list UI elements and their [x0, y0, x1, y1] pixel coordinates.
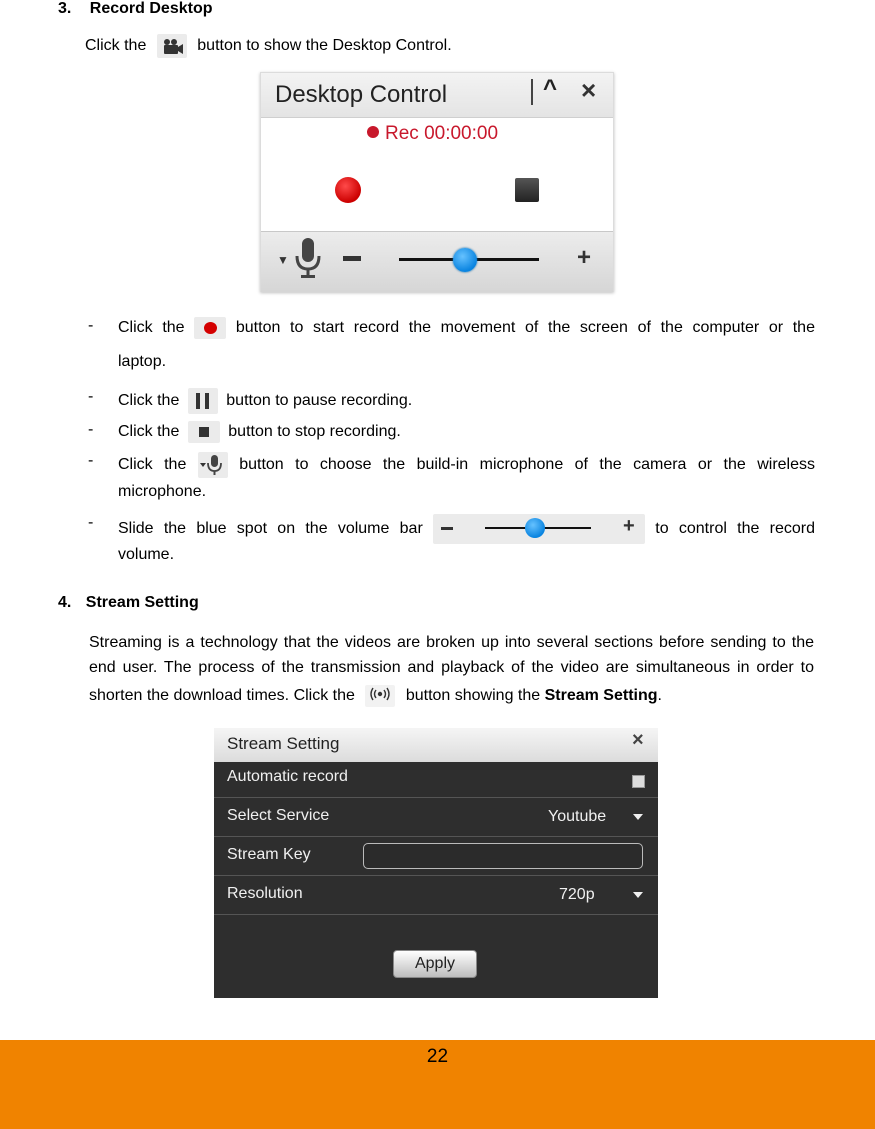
rec-time: 00:00:00	[424, 123, 499, 144]
collapse-icon[interactable]: ^	[543, 75, 558, 102]
section-4-line-3	[89, 685, 814, 709]
bullet-volume	[118, 514, 815, 544]
bullet-dash: -	[88, 317, 94, 334]
chevron-down-icon[interactable]	[633, 892, 643, 898]
mic-dropdown-arrow-icon[interactable]: ▼	[277, 253, 289, 267]
section-4-paragraph	[89, 633, 814, 709]
page-number: 22	[426, 1046, 449, 1067]
desktop-control-title: Desktop Control	[275, 81, 448, 108]
volume-up-icon[interactable]: +	[577, 244, 592, 271]
desktop-control-titlebar	[261, 73, 613, 118]
volume-bar-image: +	[433, 514, 645, 544]
bullet-stop-after: button to stop recording.	[228, 423, 401, 441]
apply-button[interactable]: Apply	[393, 950, 477, 978]
bullet-pause-after: button to pause recording.	[226, 392, 413, 410]
bullet-stop-before: Click the	[118, 423, 180, 441]
bullet-record-cont: laptop.	[118, 353, 167, 370]
section-4-heading	[58, 594, 199, 612]
select-service-value[interactable]: Youtube	[548, 808, 607, 825]
section-3-heading	[58, 0, 213, 18]
stream-key-row	[214, 837, 658, 876]
bullet-record	[118, 317, 815, 339]
bullet-record-before: Click the	[118, 319, 185, 337]
rec-status	[367, 123, 498, 145]
section-4-line-3-bold: Stream Setting	[544, 687, 658, 705]
volume-slider-knob[interactable]	[453, 248, 477, 272]
volume-down-icon[interactable]	[343, 256, 361, 261]
automatic-record-row	[214, 759, 658, 798]
bullet-volume-before: Slide the blue spot on the volume bar	[118, 520, 423, 538]
microphone-select-icon	[198, 452, 228, 478]
record-button[interactable]	[335, 177, 361, 203]
close-icon[interactable]: ×	[581, 75, 597, 105]
bullet-volume-after: to control the record	[655, 520, 816, 538]
resolution-value[interactable]: 720p	[559, 886, 595, 903]
section-4-line-3-end: .	[657, 687, 662, 705]
bullet-mic	[118, 452, 815, 478]
bullet-dash: -	[88, 388, 94, 405]
section-4-title: Stream Setting	[85, 594, 199, 611]
bullet-mic-before: Click the	[118, 456, 187, 474]
section-4-line-2: end user. The process of the transmission and playback of the video are simultaneous in order to	[89, 659, 814, 676]
section-4-line-1: Streaming is a technology that the videos are broken up into several sections before sending to the	[89, 634, 814, 651]
bullet-dash: -	[88, 421, 94, 438]
titlebar-divider	[531, 79, 533, 105]
resolution-label: Resolution	[227, 885, 303, 902]
stop-icon	[188, 421, 220, 443]
stream-key-label: Stream Key	[227, 846, 311, 863]
bullet-stop	[118, 421, 401, 443]
section-3-intro	[85, 34, 452, 58]
stream-setting-titlebar	[214, 728, 658, 762]
close-icon[interactable]: ×	[632, 729, 644, 751]
section-3-number: 3.	[58, 0, 72, 17]
stream-setting-title: Stream Setting	[227, 734, 340, 753]
section-3-title: Record Desktop	[89, 0, 213, 17]
rec-label: Rec	[385, 123, 419, 144]
stream-setting-panel	[214, 728, 658, 998]
desktop-control-panel	[260, 72, 614, 292]
record-icon	[194, 317, 226, 339]
stop-button[interactable]	[515, 178, 539, 202]
select-service-row[interactable]	[214, 798, 658, 837]
page-footer	[0, 1040, 875, 1129]
bullet-record-after: button to start record the movement of the screen of the computer or the	[235, 319, 815, 337]
bullet-volume-cont: volume.	[118, 546, 175, 563]
rec-dot-icon	[367, 126, 379, 138]
bullet-pause-before: Click the	[118, 392, 180, 410]
resolution-row[interactable]	[214, 876, 658, 915]
intro-text-before: Click the	[85, 37, 147, 55]
chevron-down-icon[interactable]	[633, 814, 643, 820]
camera-icon	[157, 34, 187, 58]
broadcast-icon	[365, 685, 395, 707]
pause-icon	[188, 388, 218, 414]
section-4-line-3-before: shorten the download times. Click the	[89, 687, 355, 705]
bullet-mic-cont: microphone.	[118, 483, 207, 500]
section-4-line-3-after: button showing the	[405, 687, 541, 705]
section-4-number: 4.	[58, 594, 72, 611]
bullet-mic-after: button to choose the build-in microphone of the camera or the wireless	[239, 456, 815, 474]
stream-key-input[interactable]	[363, 843, 643, 869]
microphone-icon[interactable]	[293, 236, 323, 280]
automatic-record-label: Automatic record	[227, 768, 348, 785]
intro-text-after: button to show the Desktop Control.	[197, 37, 452, 55]
bullet-dash: -	[88, 452, 94, 469]
bullet-pause	[118, 388, 412, 414]
bullet-dash: -	[88, 514, 94, 531]
automatic-record-checkbox[interactable]	[632, 775, 645, 788]
desktop-control-audio-bar	[261, 231, 613, 292]
select-service-label: Select Service	[227, 807, 330, 824]
